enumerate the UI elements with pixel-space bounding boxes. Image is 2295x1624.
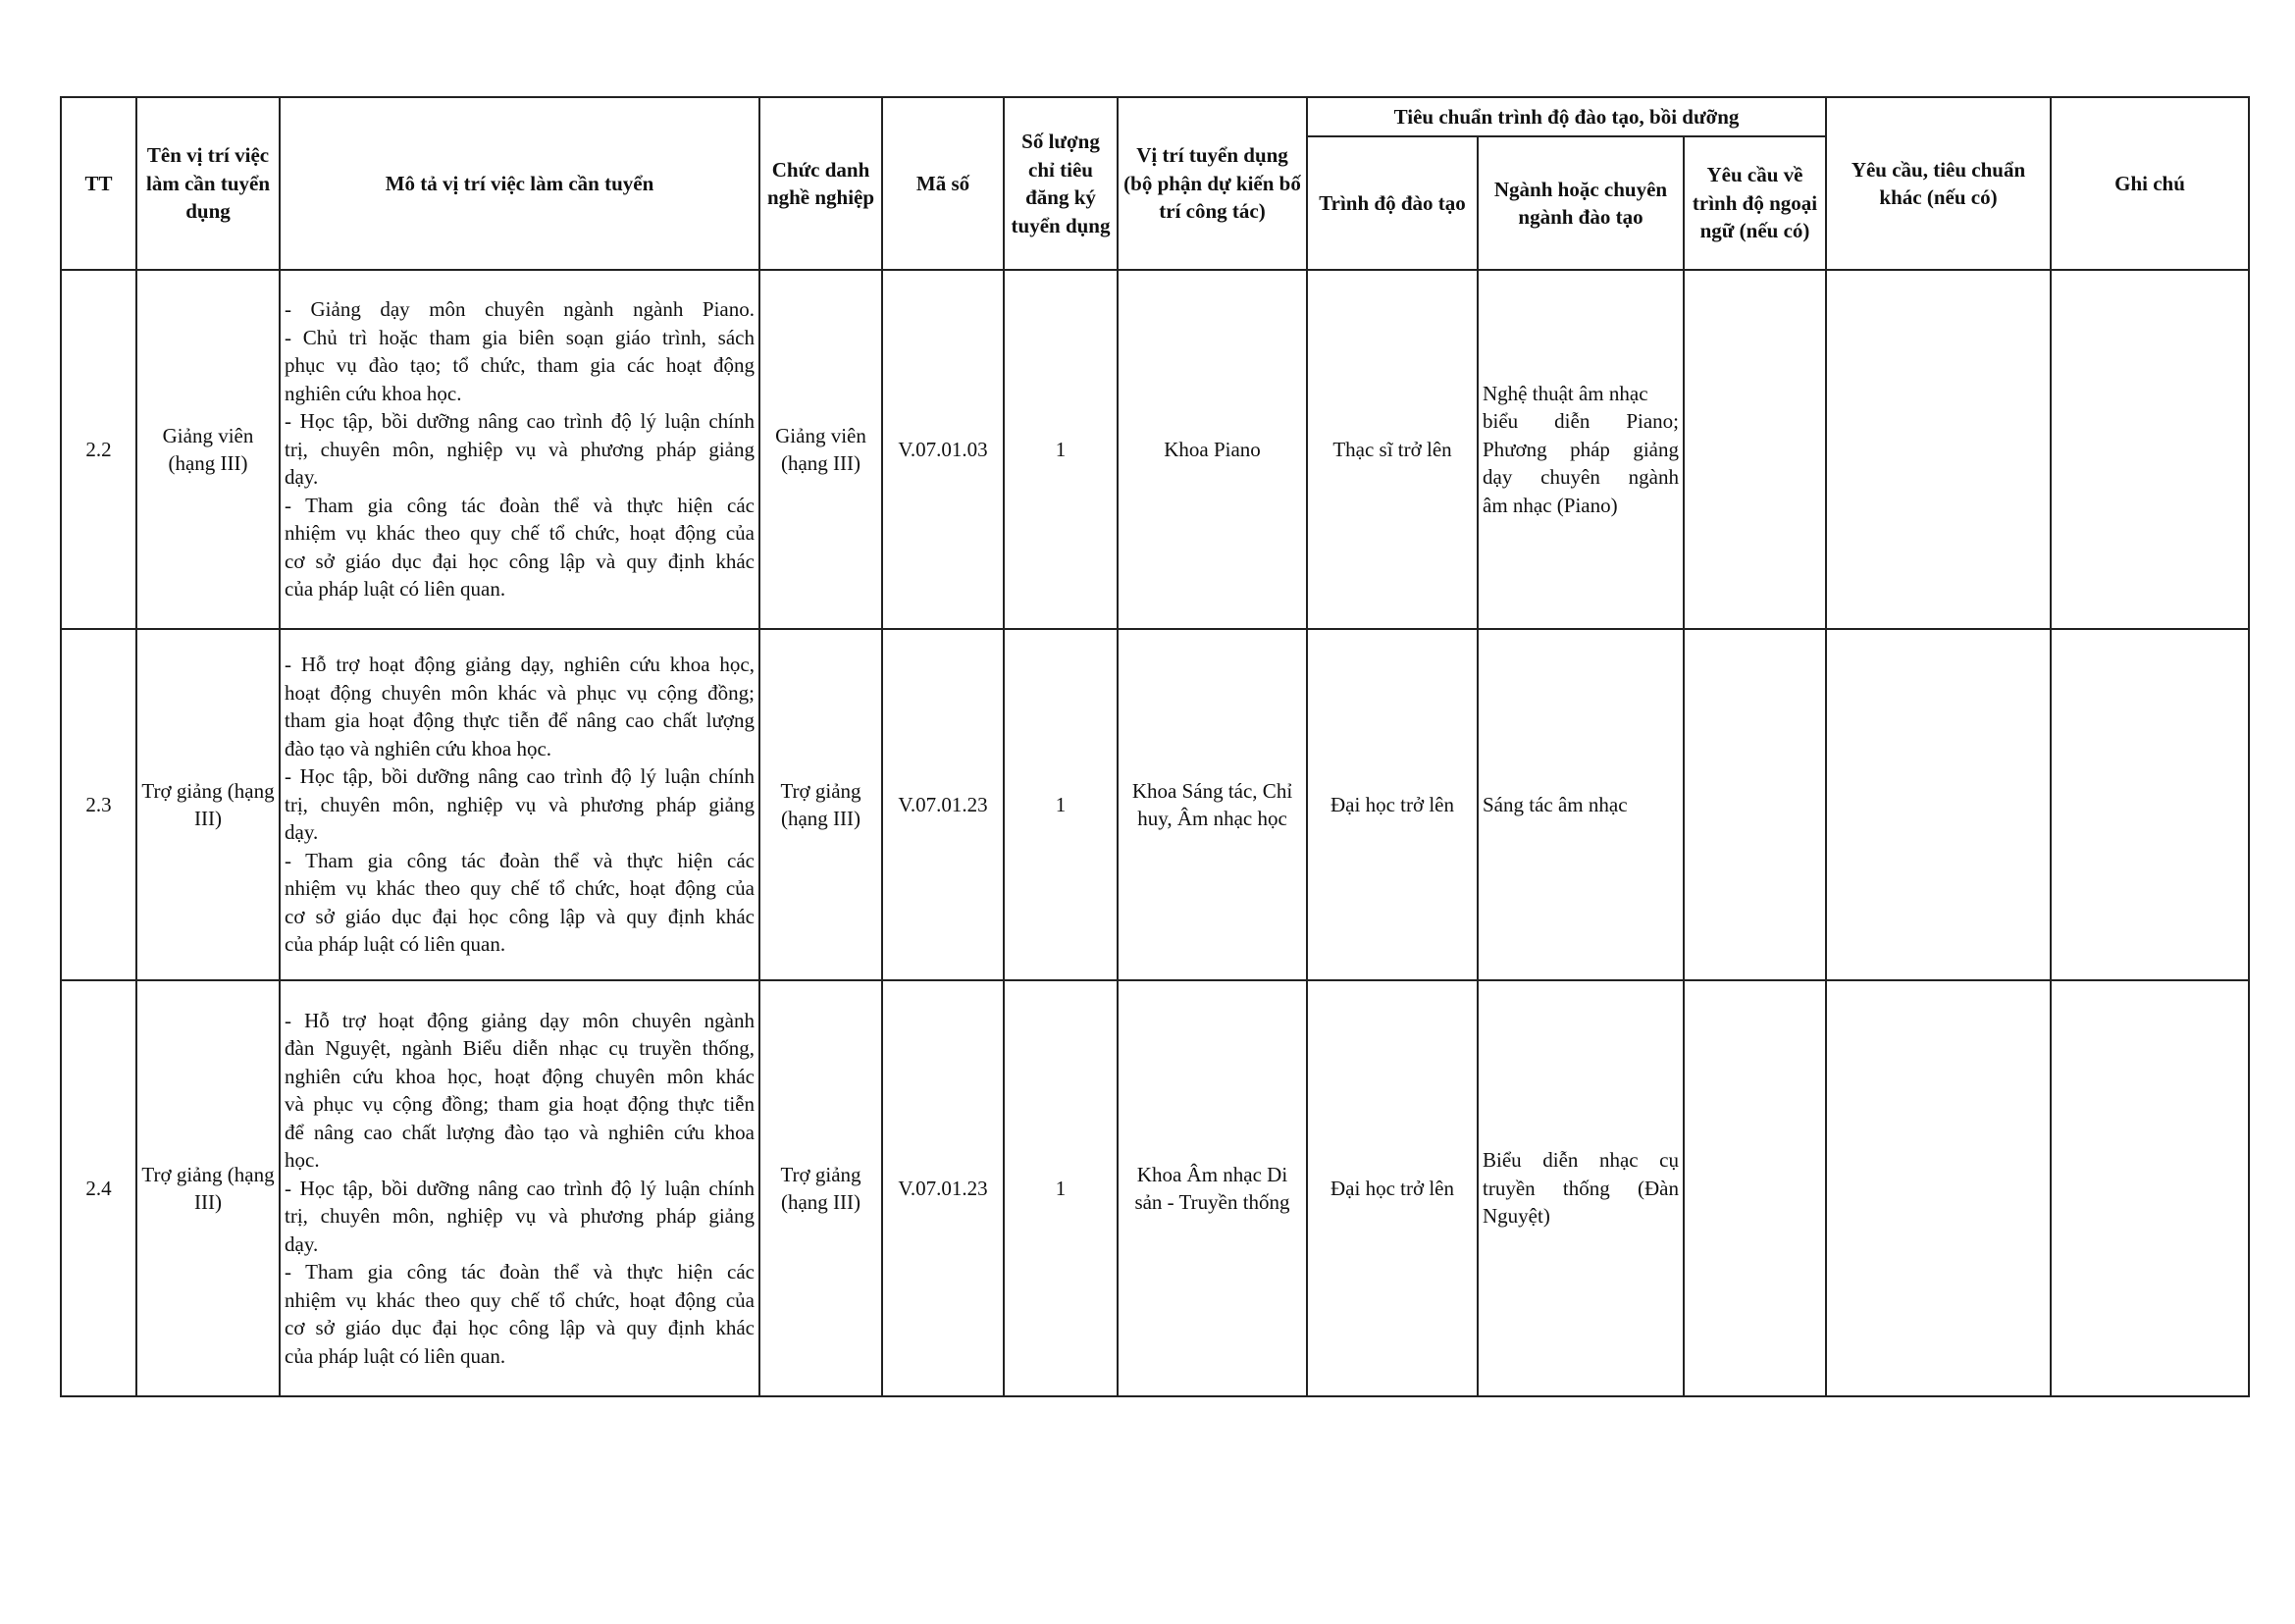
header-placement: Vị trí tuyển dụng (bộ phận dự kiến bố trí công tác) xyxy=(1118,97,1307,270)
header-code: Mã số xyxy=(882,97,1004,270)
row-other xyxy=(1826,980,2051,1396)
row-title: Trợ giảng (hạng III) xyxy=(759,980,882,1396)
description-line: - Học tập, bồi dưỡng nâng cao trình độ lý luận chính xyxy=(285,1176,755,1200)
row-note xyxy=(2051,980,2249,1396)
description-line: - Học tập, bồi dưỡng nâng cao trình độ lý luận chính xyxy=(285,409,755,434)
major-line: Phương pháp giảng xyxy=(1483,437,1679,461)
major-line: truyền thống (Đàn xyxy=(1483,1176,1679,1200)
row-degree: Thạc sĩ trở lên xyxy=(1307,270,1478,629)
major-line: Nguyệt) xyxy=(1483,1204,1550,1229)
row-description xyxy=(280,270,759,629)
description-line: - Giảng dạy môn chuyên ngành ngành Piano. xyxy=(285,297,755,322)
row-position-name: Giảng viên (hạng III) xyxy=(136,270,280,629)
row-placement: Khoa Sáng tác, Chỉ huy, Âm nhạc học xyxy=(1118,629,1307,980)
table-row xyxy=(61,629,2249,980)
description-line: - Tham gia công tác đoàn thể và thực hiện các xyxy=(285,1260,755,1284)
row-description xyxy=(280,980,759,1396)
row-placement: Khoa Âm nhạc Di sản - Truyền thống xyxy=(1118,980,1307,1396)
description-line: đàn Nguyệt, ngành Biểu diễn nhạc cụ truyền thống, xyxy=(285,1036,755,1061)
description-line: nhiệm vụ khác theo quy chế tổ chức, hoạt động của xyxy=(285,521,755,546)
row-title: Giảng viên (hạng III) xyxy=(759,270,882,629)
description-line: và phục vụ cộng đồng; tham gia hoạt động thực tiễn xyxy=(285,1092,755,1117)
row-placement: Khoa Piano xyxy=(1118,270,1307,629)
description-line: - Chủ trì hoặc tham gia biên soạn giáo trình, sách xyxy=(285,325,755,349)
description-line: - Học tập, bồi dưỡng nâng cao trình độ lý luận chính xyxy=(285,764,755,789)
row-code: V.07.01.23 xyxy=(882,629,1004,980)
row-other xyxy=(1826,270,2051,629)
description-line: của pháp luật có liên quan. xyxy=(285,932,506,957)
row-position-name: Trợ giảng (hạng III) xyxy=(136,629,280,980)
description-line: học. xyxy=(285,1148,320,1173)
description-line: - Tham gia công tác đoàn thể và thực hiện các xyxy=(285,848,755,872)
description-line: của pháp luật có liên quan. xyxy=(285,1343,506,1368)
description-line: - Hỗ trợ hoạt động giảng dạy môn chuyên ngành xyxy=(285,1008,755,1032)
description-line: dạy. xyxy=(285,1231,319,1256)
row-major xyxy=(1478,629,1684,980)
header-degree: Trình độ đào tạo xyxy=(1307,136,1478,270)
major-line: dạy chuyên ngành xyxy=(1483,465,1679,490)
major-line: âm nhạc (Piano) xyxy=(1483,493,1618,517)
description-line: - Tham gia công tác đoàn thể và thực hiện các xyxy=(285,493,755,517)
row-tt: 2.2 xyxy=(61,270,136,629)
row-code: V.07.01.03 xyxy=(882,270,1004,629)
description-line: nghiên cứu khoa học, hoạt động chuyên môn khác xyxy=(285,1064,755,1088)
header-major: Ngành hoặc chuyên ngành đào tạo xyxy=(1478,136,1684,270)
header-description: Mô tả vị trí việc làm cần tuyển xyxy=(280,97,759,270)
row-language xyxy=(1684,980,1826,1396)
description-line: nhiệm vụ khác theo quy chế tổ chức, hoạt động của xyxy=(285,1287,755,1312)
row-note xyxy=(2051,629,2249,980)
row-tt: 2.4 xyxy=(61,980,136,1396)
header-title: Chức danh nghề nghiệp xyxy=(759,97,882,270)
description-line: nghiên cứu khoa học. xyxy=(285,381,462,405)
table-row xyxy=(61,270,2249,629)
header-other: Yêu cầu, tiêu chuẩn khác (nếu có) xyxy=(1826,97,2051,270)
row-degree: Đại học trở lên xyxy=(1307,629,1478,980)
row-code: V.07.01.23 xyxy=(882,980,1004,1396)
description-line: để nâng cao chất lượng đào tạo và nghiên cứu khoa xyxy=(285,1120,755,1144)
description-line: hoạt động chuyên môn khác và phục vụ cộng đồng; xyxy=(285,680,755,705)
description-line: trị, chuyên môn, nghiệp vụ và phương pháp giảng xyxy=(285,792,755,816)
recruitment-table xyxy=(60,96,2250,1397)
major-line: Nghệ thuật âm nhạc xyxy=(1483,381,1648,405)
major-line: Sáng tác âm nhạc xyxy=(1483,792,1628,816)
description-line: nhiệm vụ khác theo quy chế tổ chức, hoạt động của xyxy=(285,876,755,901)
row-note xyxy=(2051,270,2249,629)
description-line: phục vụ đào tạo; tổ chức, tham gia các hoạt động xyxy=(285,353,755,378)
header-tt: TT xyxy=(61,97,136,270)
table-row xyxy=(61,980,2249,1396)
table-header xyxy=(61,97,2249,270)
header-note: Ghi chú xyxy=(2051,97,2249,270)
row-tt: 2.3 xyxy=(61,629,136,980)
header-training-group: Tiêu chuẩn trình độ đào tạo, bồi dưỡng xyxy=(1307,97,1826,136)
description-line: trị, chuyên môn, nghiệp vụ và phương pháp giảng xyxy=(285,437,755,461)
description-line: cơ sở giáo dục đại học công lập và quy định khác xyxy=(285,1316,755,1340)
row-quota: 1 xyxy=(1004,629,1118,980)
description-line: dạy. xyxy=(285,820,319,845)
row-other xyxy=(1826,629,2051,980)
row-quota: 1 xyxy=(1004,270,1118,629)
description-line: cơ sở giáo dục đại học công lập và quy định khác xyxy=(285,904,755,928)
row-quota: 1 xyxy=(1004,980,1118,1396)
description-line: - Hỗ trợ hoạt động giảng dạy, nghiên cứu khoa học, xyxy=(285,653,755,677)
header-position-name: Tên vị trí việc làm cần tuyển dụng xyxy=(136,97,280,270)
row-major xyxy=(1478,270,1684,629)
major-line: Biểu diễn nhạc cụ xyxy=(1483,1148,1679,1173)
description-line: của pháp luật có liên quan. xyxy=(285,577,506,602)
row-description xyxy=(280,629,759,980)
header-quota: Số lượng chỉ tiêu đăng ký tuyển dụng xyxy=(1004,97,1118,270)
description-line: tham gia hoạt động thực tiễn để nâng cao chất lượng xyxy=(285,708,755,733)
description-line: dạy. xyxy=(285,465,319,490)
description-line: cơ sở giáo dục đại học công lập và quy định khác xyxy=(285,549,755,573)
row-position-name: Trợ giảng (hạng III) xyxy=(136,980,280,1396)
major-line: biểu diễn Piano; xyxy=(1483,409,1679,434)
row-major xyxy=(1478,980,1684,1396)
header-language: Yêu cầu về trình độ ngoại ngữ (nếu có) xyxy=(1684,136,1826,270)
description-line: đào tạo và nghiên cứu khoa học. xyxy=(285,736,552,760)
row-title: Trợ giảng (hạng III) xyxy=(759,629,882,980)
description-line: trị, chuyên môn, nghiệp vụ và phương pháp giảng xyxy=(285,1204,755,1229)
row-language xyxy=(1684,270,1826,629)
table-body xyxy=(61,270,2249,1396)
row-degree: Đại học trở lên xyxy=(1307,980,1478,1396)
row-language xyxy=(1684,629,1826,980)
